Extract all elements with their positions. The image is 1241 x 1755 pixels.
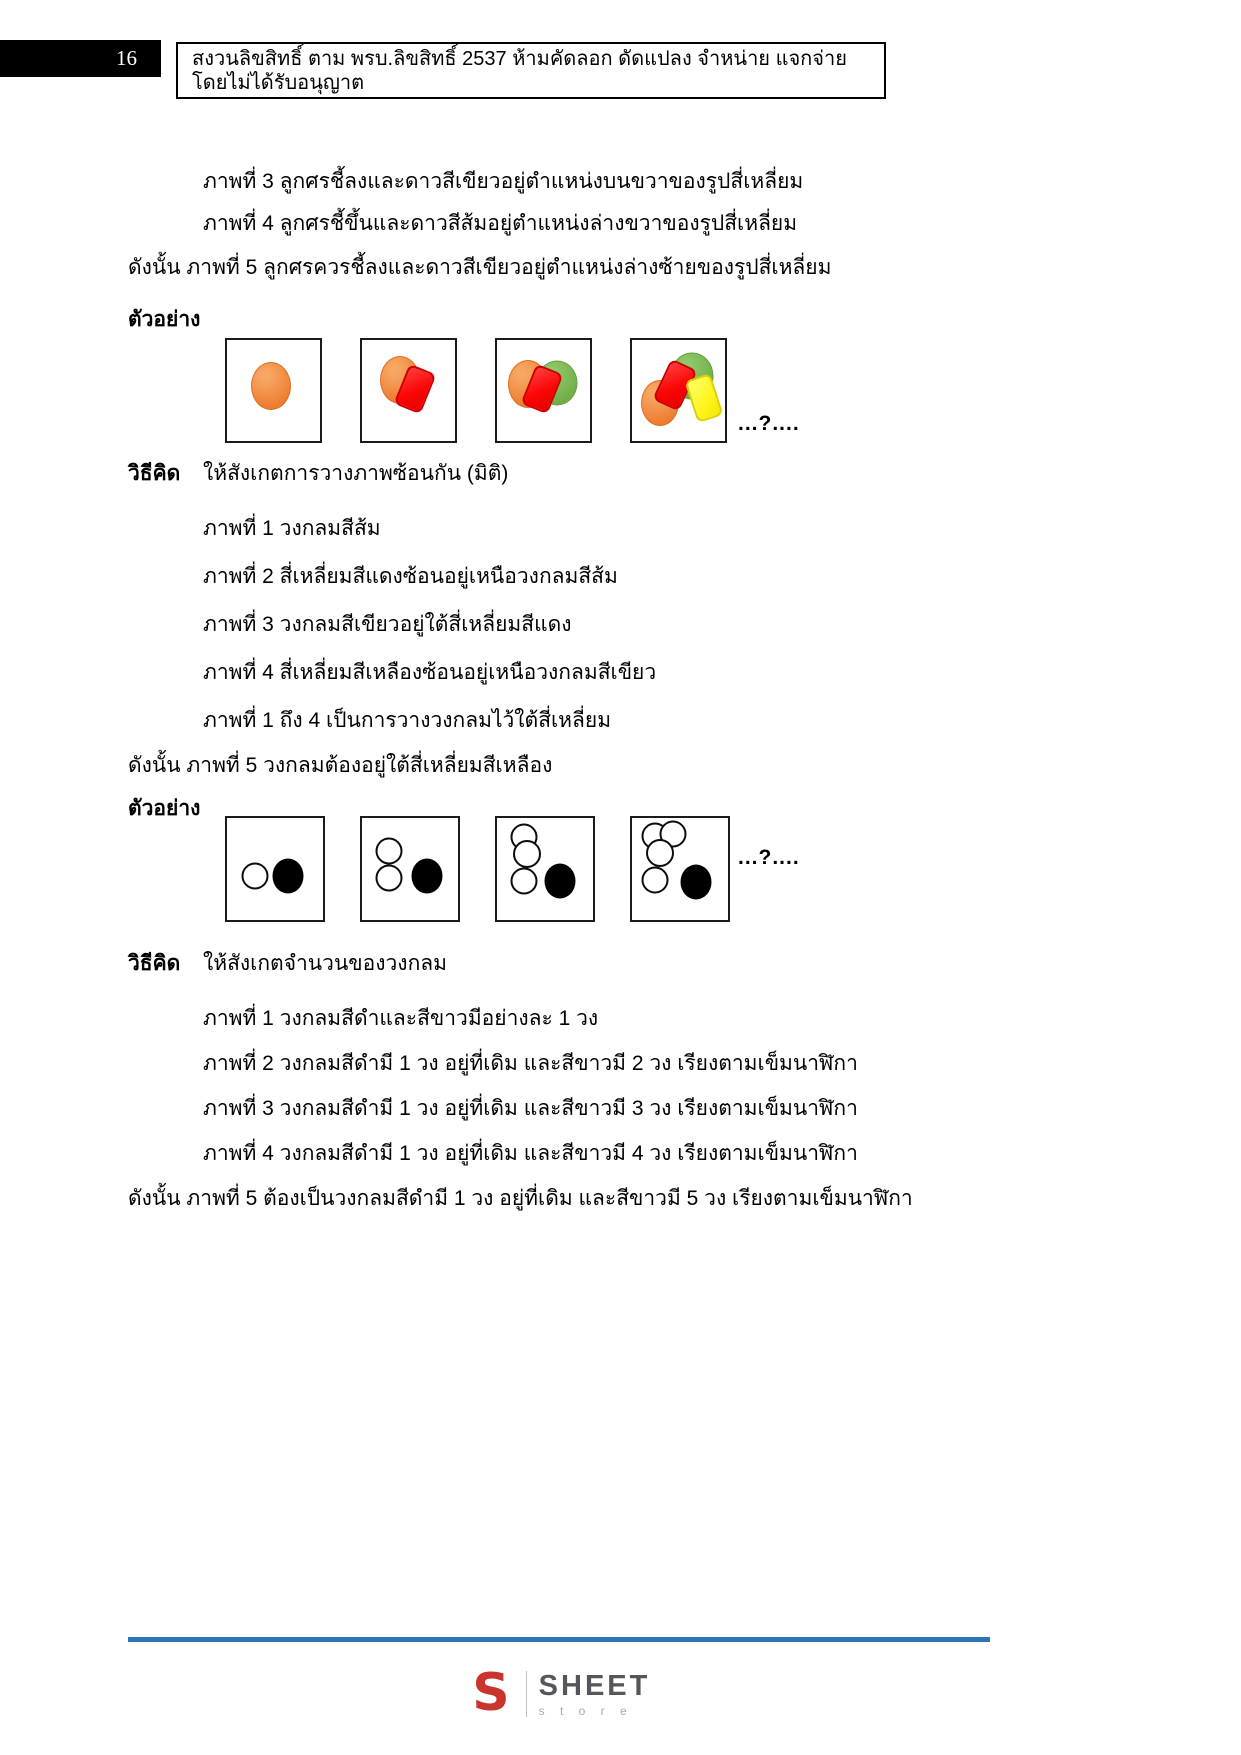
brand-text: [538, 1669, 651, 1718]
step-line: ภาพที่ 4 วงกลมสีดำมี 1 วง อยู่ที่เดิม และสีขาวมี 4 วง เรียงตามเข็มนาฬิกา: [203, 1142, 858, 1165]
intro-line-2: ภาพที่ 4 ลูกศรชี้ขึ้นและดาวสีส้มอยู่ตำแหน่งล่างขวาของรูปสี่เหลี่ยม: [203, 212, 798, 235]
intro-conclusion: ดังนั้น ภาพที่ 5 ลูกศรควรชี้ลงและดาวสีเขียวอยู่ตำแหน่งล่างซ้ายของรูปสี่เหลี่ยม: [128, 256, 832, 279]
black-ellipse-shape: [412, 859, 443, 894]
step-line: ภาพที่ 4 สี่เหลี่ยมสีเหลืองซ้อนอยู่เหนือวงกลมสีเขียว: [203, 661, 657, 684]
pattern-box: [495, 338, 592, 443]
orange-ellipse-shape: [251, 362, 291, 410]
example2-conclusion: ดังนั้น ภาพที่ 5 ต้องเป็นวงกลมสีดำมี 1 วง อยู่ที่เดิม และสีขาวมี 5 วง เรียงตามเข็มนาฬิกา: [128, 1187, 913, 1210]
page-number: 16: [116, 46, 137, 70]
brand-logo: [128, 1655, 990, 1733]
pattern-box: [360, 338, 457, 443]
white-circle-shape: [646, 839, 674, 867]
example2-heading: ตัวอย่าง: [128, 797, 201, 820]
svg-text:S: S: [471, 1664, 510, 1719]
pattern-box: [495, 816, 595, 922]
pattern-box: [360, 816, 460, 922]
pattern-box: [225, 338, 322, 443]
method-text: ให้สังเกตจำนวนของวงกลม: [203, 952, 447, 975]
logo-subtitle: s t o r e: [538, 1703, 633, 1718]
step-line: ภาพที่ 1 ถึง 4 เป็นการวางวงกลมไว้ใต้สี่เหลี่ยม: [203, 709, 612, 732]
white-circle-shape: [642, 867, 669, 894]
pattern-box: [630, 338, 727, 443]
step-line: ภาพที่ 3 วงกลมสีดำมี 1 วง อยู่ที่เดิม และสีขาวมี 3 วง เรียงตามเข็มนาฬิกา: [203, 1097, 858, 1120]
question-mark: ...?....: [738, 412, 800, 435]
method-label: วิธีคิด: [128, 462, 181, 485]
step-line: ภาพที่ 2 วงกลมสีดำมี 1 วง อยู่ที่เดิม และสีขาวมี 2 วง เรียงตามเข็มนาฬิกา: [203, 1052, 858, 1075]
yellow-rect-shape: [684, 372, 723, 422]
logo-s-icon: [468, 1665, 514, 1724]
pattern-box: [630, 816, 730, 922]
method-text: ให้สังเกตการวางภาพซ้อนกัน (มิติ): [203, 462, 509, 485]
white-circle-shape: [375, 865, 402, 892]
step-line: ภาพที่ 2 สี่เหลี่ยมสีแดงซ้อนอยู่เหนือวงกลมสีส้ม: [203, 565, 618, 588]
black-ellipse-shape: [681, 865, 712, 900]
white-circle-shape: [510, 868, 537, 895]
step-line: ภาพที่ 1 วงกลมสีดำและสีขาวมีอย่างละ 1 วง: [203, 1007, 599, 1030]
logo-divider: [526, 1671, 527, 1717]
copyright-box: [176, 42, 886, 99]
black-ellipse-shape: [545, 864, 576, 899]
intro-line-1: ภาพที่ 3 ลูกศรชี้ลงและดาวสีเขียวอยู่ตำแหน่งบนขวาของรูปสี่เหลี่ยม: [203, 170, 804, 193]
example1-heading: ตัวอย่าง: [128, 308, 201, 331]
white-circle-shape: [375, 837, 402, 864]
example1-conclusion: ดังนั้น ภาพที่ 5 วงกลมต้องอยู่ใต้สี่เหลี่ยมสีเหลือง: [128, 754, 553, 777]
white-circle-shape: [513, 840, 541, 868]
logo-title: SHEET: [538, 1669, 651, 1702]
pattern-box: [225, 816, 325, 922]
copyright-text: สงวนลิขสิทธิ์ ตาม พรบ.ลิขสิทธิ์ 2537 ห้ามคัดลอก ดัดแปลง จำหน่าย แจกจ่าย โดยไม่ได้รับอนุญาต: [192, 47, 847, 94]
step-line: ภาพที่ 3 วงกลมสีเขียวอยู่ใต้สี่เหลี่ยมสีแดง: [203, 613, 572, 636]
question-mark: ...?....: [738, 846, 800, 869]
page-number-box: [0, 40, 161, 77]
step-line: ภาพที่ 1 วงกลมสีส้ม: [203, 517, 381, 540]
footer-divider: [128, 1637, 990, 1642]
white-circle-shape: [241, 863, 268, 890]
method-label: วิธีคิด: [128, 952, 181, 975]
black-ellipse-shape: [273, 859, 304, 894]
